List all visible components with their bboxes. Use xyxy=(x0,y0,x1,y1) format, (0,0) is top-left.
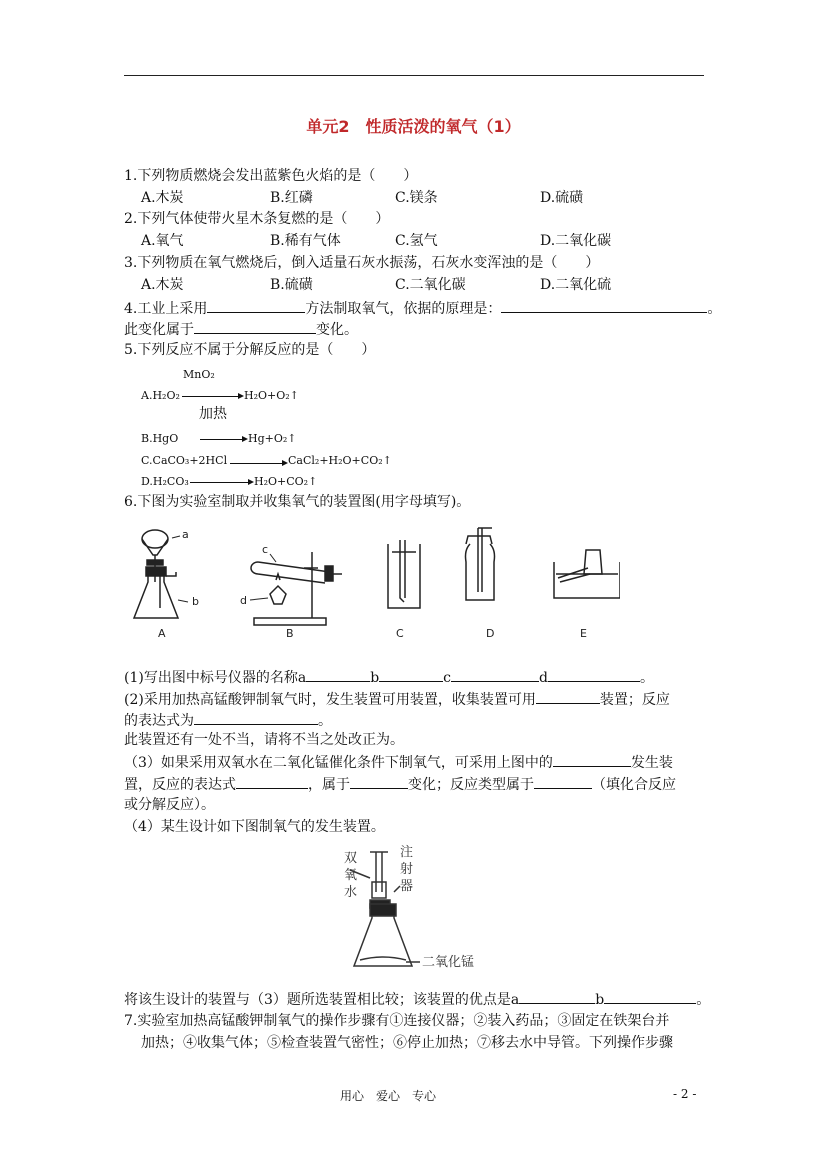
q5-b-left: B.HgO xyxy=(141,432,179,445)
part-label-c: c xyxy=(262,543,269,556)
q2-option-d: D.二氧化碳 xyxy=(540,233,612,249)
q1-option-c: C.镁条 xyxy=(395,190,438,206)
q6-blank-adv-a[interactable] xyxy=(519,990,595,1004)
q6-blank-expression2[interactable] xyxy=(236,775,308,789)
fig2-right-2: 射 xyxy=(400,862,414,877)
q5-catalyst: MnO₂ xyxy=(183,368,215,381)
q5-b-arrow xyxy=(200,439,246,440)
fig2-left-2: 氧 xyxy=(344,868,358,883)
q6-s3-line2: 置，反应的表达式 ，属于 变化；反应类型属于 （填化合反应 xyxy=(124,777,676,793)
part-label-a: a xyxy=(182,528,189,541)
q6-blank-adv-b[interactable] xyxy=(604,990,696,1004)
part-label-b: b xyxy=(192,595,199,608)
q5-a-right: H₂O+O₂↑ xyxy=(244,389,299,402)
q5-d-left: D.H₂CO₃ xyxy=(141,475,189,488)
q6-s1: (1)写出图中标号仪器的名称a b c d 。 xyxy=(124,670,654,686)
q5-stem: 5.下列反应不属于分解反应的是（ ） xyxy=(124,342,376,358)
q2-option-b: B.稀有气体 xyxy=(270,233,341,249)
q6-s2-line2: 的表达式为 。 xyxy=(124,713,332,729)
q6-blank-reaction-type[interactable] xyxy=(534,775,592,789)
q6-blank-b[interactable] xyxy=(379,668,443,682)
q3-option-c: C.二氧化碳 xyxy=(395,277,466,293)
q4-line1: 4.工业上采用 方法制取氧气，依据的原理是： 。 xyxy=(124,301,722,317)
apparatus-letter-e: E xyxy=(580,627,587,640)
q4-line2: 此变化属于 变化。 xyxy=(124,322,358,338)
q6-s3-line3: 或分解反应）。 xyxy=(124,797,215,813)
q5-a-arrow xyxy=(182,396,242,397)
q6-blank-generator[interactable] xyxy=(553,753,631,767)
part-label-d: d xyxy=(240,594,247,607)
fig2-bottom-label: 二氧化锰 xyxy=(422,955,475,970)
q6-s2-line1: (2)采用加热高锰酸钾制氧气时，发生装置可用装置，收集装置可用 装置；反应 xyxy=(124,692,670,708)
footer-motto: 用心 爱心 专心 xyxy=(340,1089,437,1103)
apparatus-b xyxy=(251,552,342,625)
fig2-left-1: 双 xyxy=(344,851,358,866)
q6-s5: 将该生设计的装置与（3）题所选装置相比较；该装置的优点是a b 。 xyxy=(124,992,711,1008)
q6-blank-d[interactable] xyxy=(548,668,640,682)
q6-s2b: 此装置还有一处不当，请将不当之处改正为。 xyxy=(124,732,404,748)
q5-d-arrow xyxy=(190,482,252,483)
q1-option-a: A.木炭 xyxy=(141,190,184,206)
q7-line1: 7.实验室加热高锰酸钾制氧气的操作步骤有①连接仪器；②装入药品；③固定在铁架台并 xyxy=(124,1013,670,1029)
q5-c-left: C.CaCO₃+2HCl xyxy=(141,454,228,467)
q1-option-b: B.红磷 xyxy=(270,190,313,206)
header-rule xyxy=(124,75,704,76)
q1-option-d: D.硫磺 xyxy=(540,190,584,206)
q5-c-arrow xyxy=(230,463,286,464)
apparatus-letter-d: D xyxy=(486,627,495,640)
q3-stem: 3.下列物质在氧气燃烧后，倒入适量石灰水振荡，石灰水变浑浊的是（ ） xyxy=(124,255,600,271)
apparatus-letter-c: C xyxy=(396,627,404,640)
q1-stem: 1.下列物质燃烧会发出蓝紫色火焰的是（ ） xyxy=(124,168,418,184)
apparatus-figure xyxy=(120,522,620,644)
q2-option-a: A.氧气 xyxy=(141,233,184,249)
q6-blank-change-type[interactable] xyxy=(350,775,408,789)
fig2-right-3: 器 xyxy=(400,879,414,894)
q3-option-b: B.硫磺 xyxy=(270,277,313,293)
q7-line2: 加热；④收集气体；⑤检查装置气密性；⑥停止加热；⑦移去水中导管。下列操作步骤 xyxy=(141,1035,673,1051)
q5-c-right: CaCl₂+H₂O+CO₂↑ xyxy=(288,454,392,467)
apparatus-d xyxy=(466,528,495,600)
q4-blank-principle[interactable] xyxy=(501,299,707,313)
q4-blank-change[interactable] xyxy=(194,320,316,334)
q6-s3-line1: （3）如果采用双氧水在二氧化锰催化条件下制氧气，可采用上图中的 发生装 xyxy=(124,755,673,771)
apparatus-letter-b: B xyxy=(286,627,294,640)
q5-d-right: H₂O+CO₂↑ xyxy=(254,475,318,488)
q3-option-d: D.二氧化硫 xyxy=(540,277,612,293)
q5-b-right: Hg+O₂↑ xyxy=(248,432,297,445)
syringe-apparatus-figure xyxy=(340,842,490,976)
q4-blank-method[interactable] xyxy=(207,299,305,313)
apparatus-letter-a: A xyxy=(158,627,166,640)
q6-blank-c[interactable] xyxy=(451,668,539,682)
q6-blank-collect[interactable] xyxy=(536,690,600,704)
q6-s4: （4）某生设计如下图制氧气的发生装置。 xyxy=(124,819,385,835)
fig2-left-3: 水 xyxy=(344,885,358,900)
q6-blank-expression[interactable] xyxy=(194,711,318,725)
page-title: 单元2 性质活泼的氧气（1） xyxy=(306,117,521,136)
q3-option-a: A.木炭 xyxy=(141,277,184,293)
q6-stem: 6.下图为实验室制取并收集氧气的装置图(用字母填写)。 xyxy=(124,494,471,510)
q6-blank-a[interactable] xyxy=(306,668,370,682)
page-number: - 2 - xyxy=(673,1087,697,1101)
q2-stem: 2.下列气体使带火星木条复燃的是（ ） xyxy=(124,211,390,227)
q5-a-left: A.H₂O₂ xyxy=(141,389,180,402)
q5-heat: 加热 xyxy=(199,406,227,422)
q2-option-c: C.氢气 xyxy=(395,233,438,249)
fig2-right-1: 注 xyxy=(400,845,414,860)
apparatus-a xyxy=(134,530,178,618)
apparatus-e xyxy=(554,550,620,598)
apparatus-c xyxy=(388,540,420,608)
